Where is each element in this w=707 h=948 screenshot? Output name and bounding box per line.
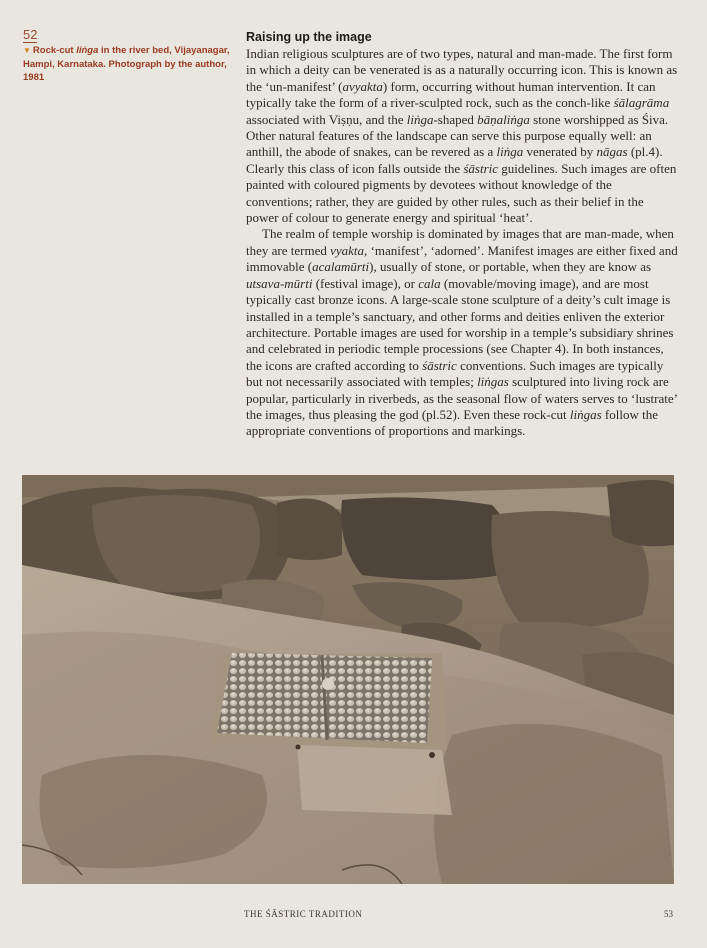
- caption-text-2: in the river bed, Vijayanagar, Hampi, Karnataka. Photograph by the author, 1981: [23, 45, 230, 83]
- p1-italic: liṅga: [406, 111, 434, 127]
- p1-text: ) form, occurring without human intervention. It can typically take the form of a river-sculpted rock, such as the conch-like: [246, 78, 656, 111]
- p1-italic: liṅga: [496, 144, 524, 160]
- p2-text: follow the appropriate conventions of proportions and markings.: [246, 406, 658, 439]
- p2-italic: utsava-mūrti: [246, 275, 313, 291]
- running-footer: THE ŚĀSTRIC TRADITION: [244, 909, 363, 919]
- p2-text: ), usually of stone, or portable, when they are know as: [369, 259, 652, 275]
- p2-text: (movable/moving image), and are most typically cast bronze icons. A large-scale stone sculpture of a deity’s cult image is installed in a temple’s sanctuary, and other forms and deities enliven the exterior architecture. Portable images are used for worship in a temple’s subsidiary shrines and celebrated in periodic temple processions (see Chapter 4). In both instances, the icons are crafted according to: [246, 275, 674, 373]
- p1-text: -shaped: [433, 111, 478, 127]
- p1-text: guidelines. Such images are often painted with coloured pigments by devotees without knowledge of the conventions; rather, they are guided by other rules, such as their belief in the power of colour to generate energy and spiritual ‘heat’.: [246, 160, 677, 226]
- p1-italic: avyakta: [342, 78, 383, 94]
- p2-italic: śāstric: [422, 357, 457, 373]
- page-folio: 53: [664, 909, 673, 919]
- p2-italic: vyakta: [330, 242, 365, 258]
- photo-caption: [23, 44, 233, 85]
- caption-text-1: Rock-cut: [32, 45, 77, 56]
- p1-italic: śālagrāma: [613, 95, 670, 111]
- p1-italic: śāstric: [463, 160, 499, 176]
- caption-marker-icon: ▼: [23, 46, 31, 55]
- p2-text: The realm of temple worship is dominated by images that are man-made, when they are termed: [246, 226, 674, 258]
- p1-text: stone worshipped as Śiva. Other natural features of the landscape can serve this purpose equally well: an anthill, the abode of snakes, can be revered as a: [246, 111, 669, 160]
- paragraph-2: [246, 226, 678, 439]
- p2-text: conventions. Such images are typically but not necessarily associated with temples;: [246, 357, 664, 390]
- p2-text: , ‘manifest’, ‘adorned’. Manifest images are either fixed and immovable (: [246, 242, 678, 275]
- p2-text: (festival image), or: [312, 275, 419, 291]
- photo-illustration: [22, 475, 674, 884]
- riverbed-linga-photograph: [22, 475, 674, 884]
- p2-italic: liṅgas: [477, 374, 509, 390]
- paragraph-1: [246, 46, 678, 226]
- plate-number: 52: [23, 27, 38, 42]
- p2-italic: cala: [418, 275, 441, 291]
- p2-italic: liṅgas: [569, 406, 602, 422]
- section-title: Raising up the image: [246, 30, 372, 44]
- p1-italic: nāgas: [596, 144, 628, 160]
- p1-text: venerated by: [523, 144, 597, 160]
- p2-italic: acalamūrti: [312, 259, 370, 275]
- p1-text: (pl.4). Clearly this class of icon falls outside the: [246, 144, 663, 176]
- p1-text: associated with Viṣṇu, and the: [246, 111, 407, 127]
- caption-italic: liṅga: [76, 45, 99, 56]
- p1-text: Indian religious sculptures are of two types, natural and man-made. The first form in which a deity can be venerated is as a naturally occurring icon. This is known as the ‘un-manifest’ (: [246, 46, 678, 94]
- p2-text: sculptured into living rock are popular, particularly in riverbeds, as the seasonal flow of waters serves to ‘lustrate’ the images, thus pleasing the god (pl.52). Even these rock-cut: [246, 374, 677, 422]
- p1-italic: bāṇaliṅga: [477, 111, 530, 127]
- body-text: [246, 46, 678, 440]
